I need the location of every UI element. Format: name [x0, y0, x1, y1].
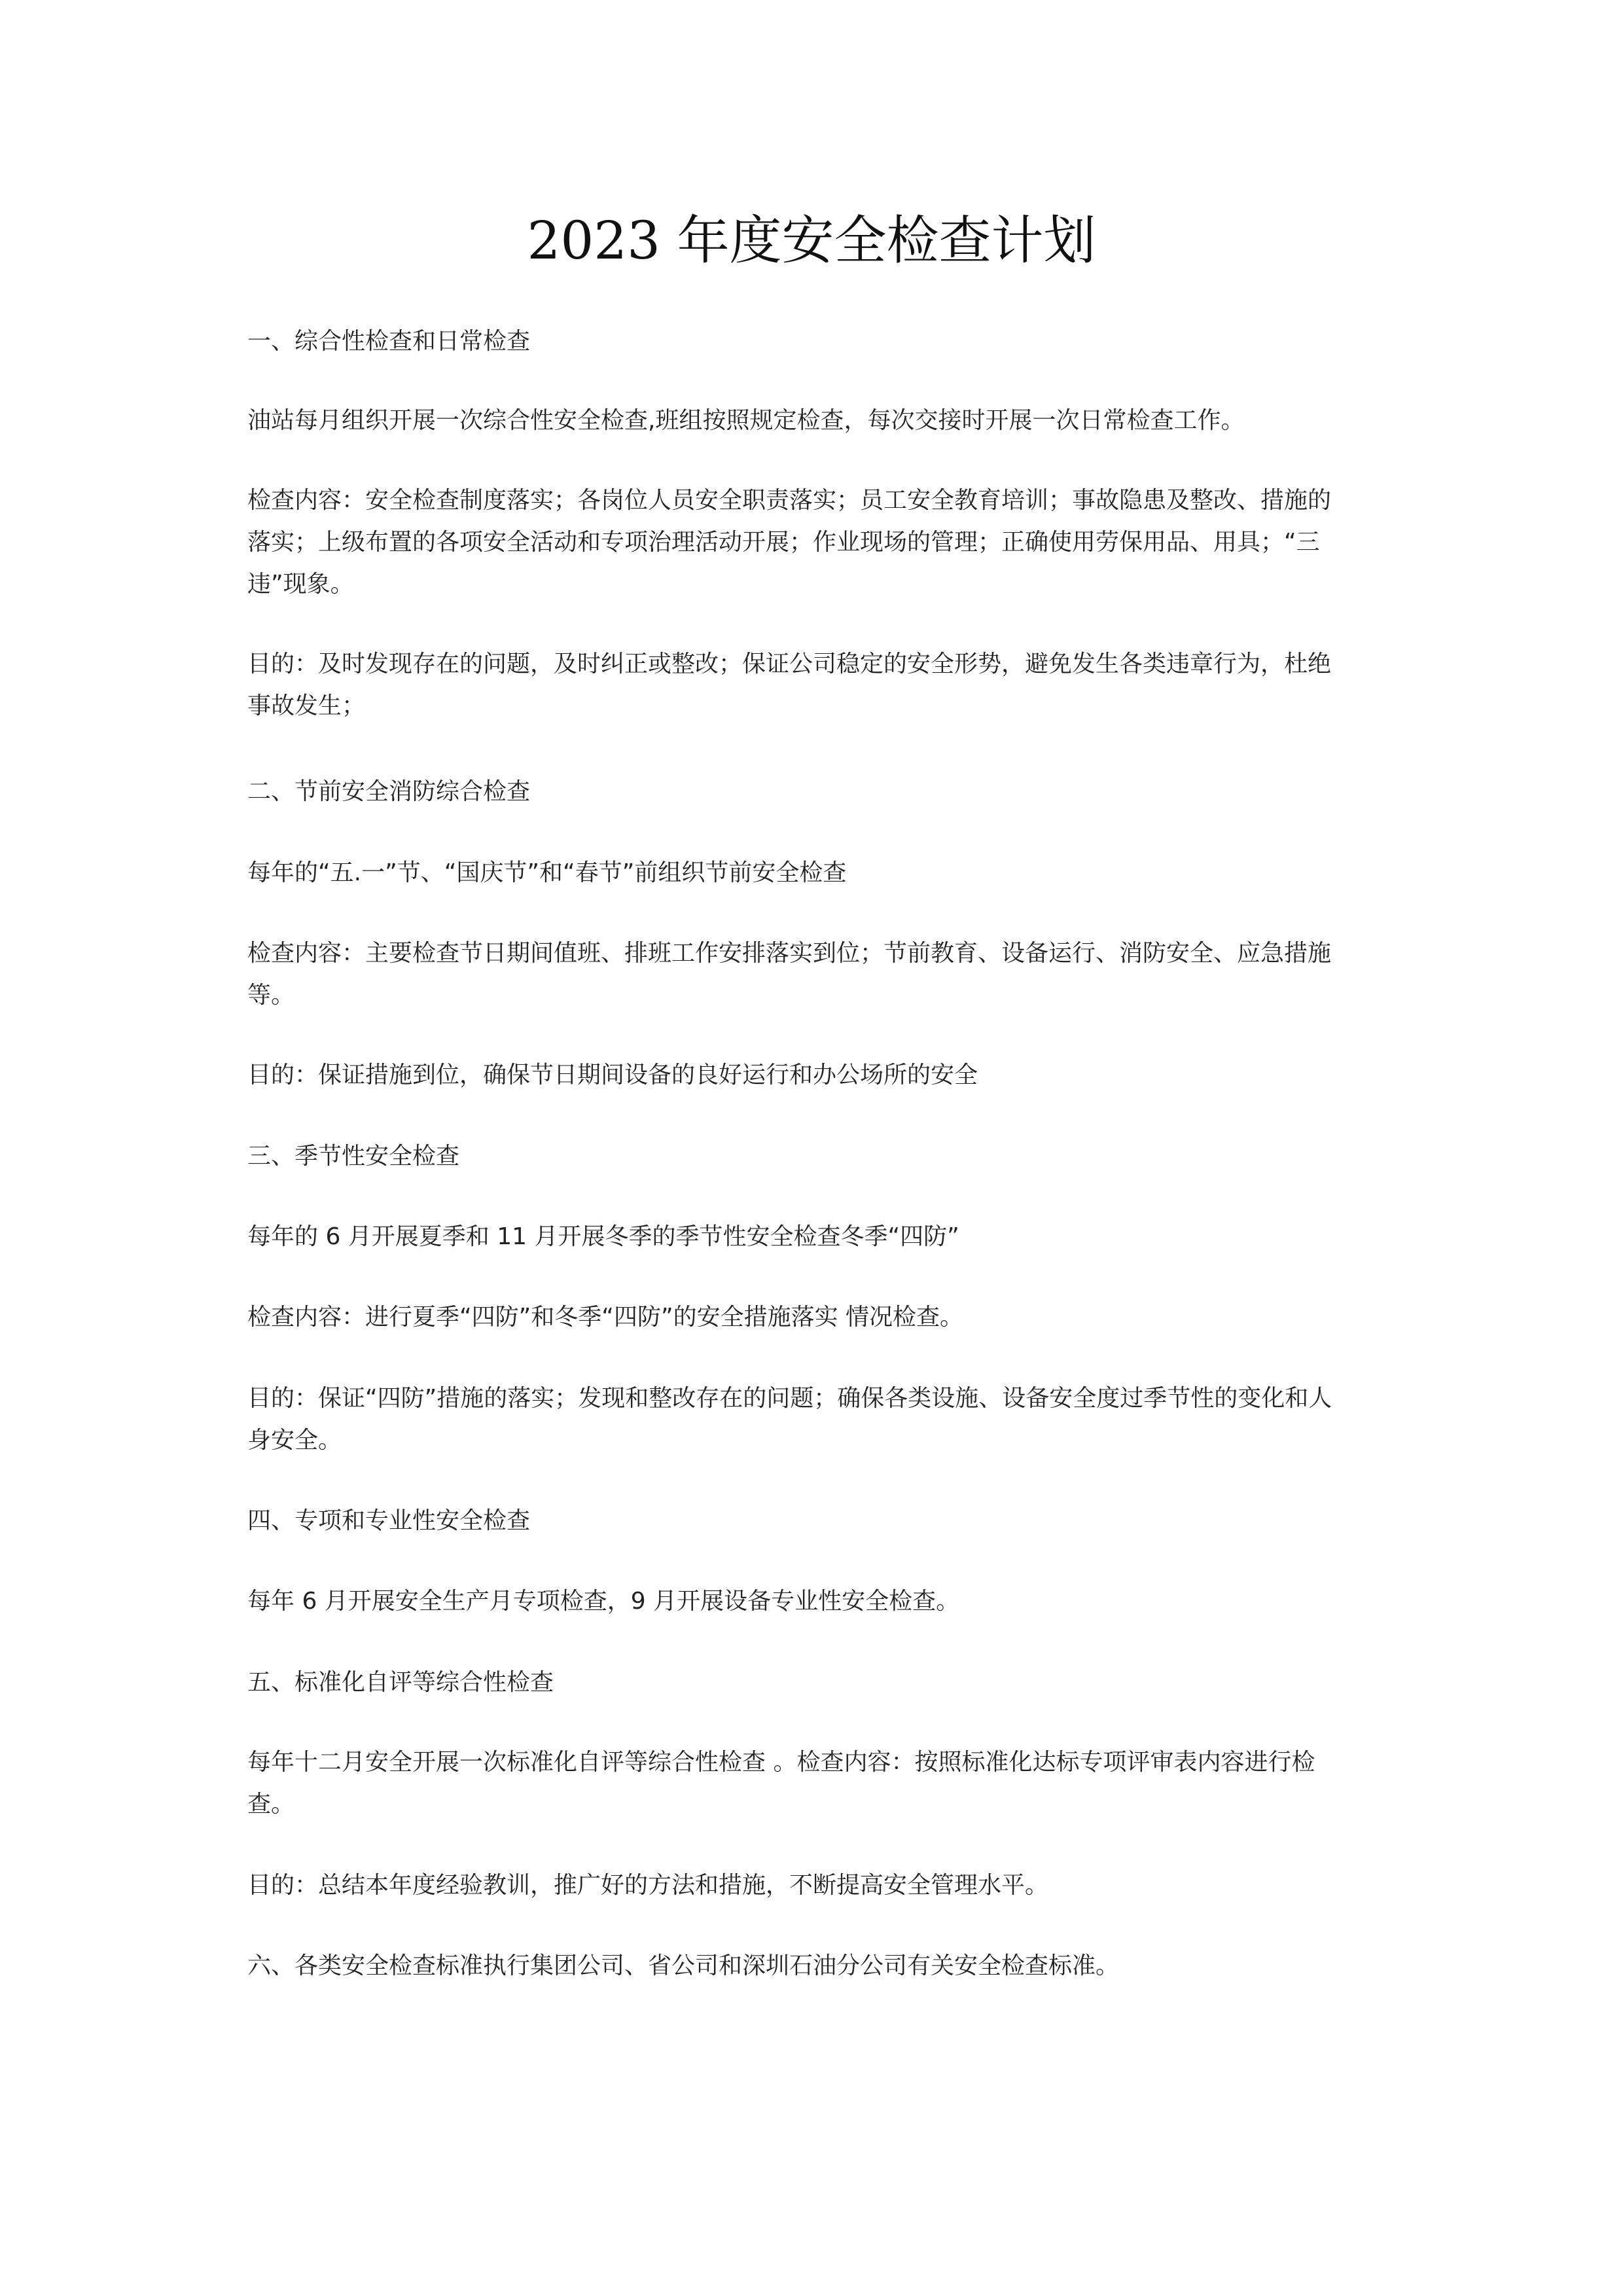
paragraph-line: 目的：保证措施到位，确保节日期间设备的良好运行和办公场所的安全: [247, 1062, 978, 1088]
paragraph-line: 事故发生；: [247, 692, 366, 719]
section-heading-3: 三、季节性安全检查: [247, 1143, 460, 1170]
paragraph-line: 落实；上级布置的各项安全活动和专项治理活动开展；作业现场的管理；正确使用劳保用品、用具；“三: [247, 529, 1320, 556]
paragraph-line: 检查内容：安全检查制度落实；各岗位人员安全职责落实；员工安全教育培训；事故隐患及整改、措施的: [247, 487, 1332, 514]
paragraph-line: 检查内容：主要检查节日期间值班、排班工作安排落实到位；节前教育、设备运行、消防安全、应急措施: [247, 940, 1332, 967]
paragraph-line: 每年 6 月开展安全生产月专项检查，9 月开展设备专业性安全检查。: [247, 1588, 960, 1615]
section-heading-2: 二、节前安全消防综合检查: [247, 778, 531, 805]
document-title: 2023 年度安全检查计划: [527, 210, 1096, 271]
paragraph-line: 违”现象。: [247, 571, 354, 598]
paragraph-line: 每年的 6 月开展夏季和 11 月开展冬季的季节性安全检查冬季“四防”: [247, 1223, 959, 1250]
section-heading-1: 一、综合性检查和日常检查: [247, 328, 531, 355]
section-heading-6: 六、各类安全检查标准执行集团公司、省公司和深圳石油分公司有关安全检查标准。: [247, 1952, 1120, 1979]
paragraph-line: 目的：保证“四防”措施的落实；发现和整改存在的问题；确保各类设施、设备安全度过季节性的变化和人: [247, 1385, 1332, 1412]
section-heading-5: 五、标准化自评等综合性检查: [247, 1669, 554, 1696]
paragraph-line: 目的：及时发现存在的问题，及时纠正或整改；保证公司稳定的安全形势，避免发生各类违章行为，杜绝: [247, 651, 1332, 677]
paragraph-line: 查。: [247, 1791, 295, 1818]
paragraph-line: 目的：总结本年度经验教训，推广好的方法和措施，不断提高安全管理水平。: [247, 1872, 1049, 1899]
paragraph-line: 每年十二月安全开展一次标准化自评等综合性检查 。检查内容：按照标准化达标专项评审表内容进行检: [247, 1749, 1315, 1776]
section-heading-4: 四、专项和专业性安全检查: [247, 1507, 531, 1534]
paragraph-line: 每年的“五.一”节、“国庆节”和“春节”前组织节前安全检查: [247, 859, 847, 886]
paragraph-line: 等。: [247, 982, 295, 1009]
paragraph-line: 油站每月组织开展一次综合性安全检查,班组按照规定检查，每次交接时开展一次日常检查工作。: [247, 407, 1245, 434]
paragraph-line: 检查内容：进行夏季“四防”和冬季“四防”的安全措施落实 情况检查。: [247, 1304, 964, 1331]
paragraph-line: 身安全。: [247, 1427, 342, 1454]
